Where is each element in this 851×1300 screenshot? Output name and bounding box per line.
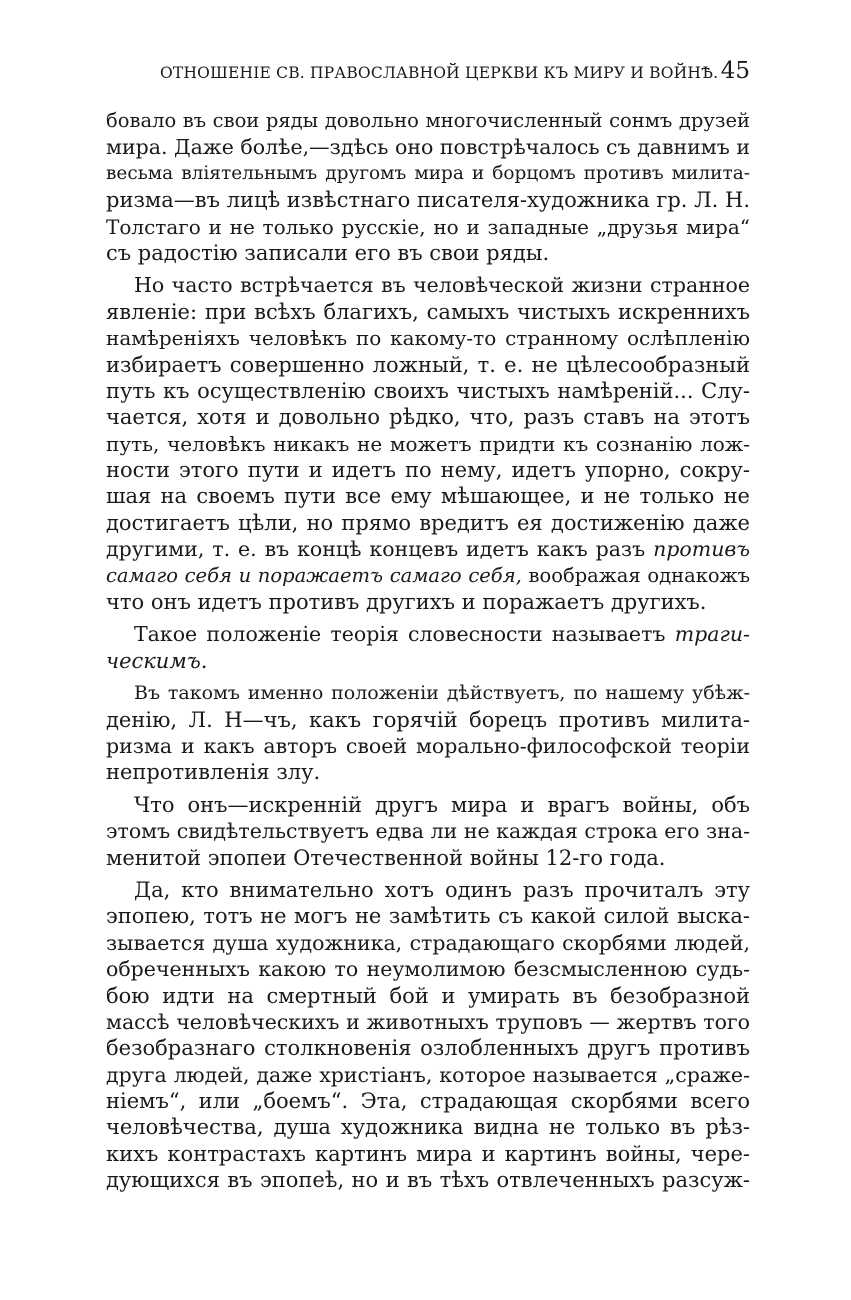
text-line: Но часто встрѣчается въ человѣческой жизни странное	[134, 273, 750, 298]
text-line: чается, хотя и довольно рѣдко, что, разъ ставъ на этотъ	[106, 405, 750, 430]
text-line: ческимъ.	[106, 648, 208, 673]
text-line: избираетъ совершенно ложный, т. е. не цѣлесообразный	[106, 352, 750, 377]
text-line: путь къ осуществленію своихъ чистыхъ намѣреній... Слу-	[106, 378, 750, 403]
running-head	[160, 58, 750, 88]
text-line	[106, 563, 750, 589]
text-line: непротивленія злу.	[106, 760, 321, 785]
text-line: намѣреніяхъ человѣкъ по какому-то странному ослѣпленію	[106, 326, 750, 351]
text-line: Въ такомъ именно положеніи дѣйствуетъ, по нашему убѣж-	[134, 682, 750, 705]
page-number: 45	[720, 58, 750, 84]
text-segment: Такое положеніе теорія словесности называетъ	[134, 622, 666, 647]
text-line: денію, Л. Н—чъ, какъ горячій борецъ противъ милита-	[106, 707, 750, 732]
text-line: явленіе: при всѣхъ благихъ, самыхъ чистыхъ искреннихъ	[106, 299, 750, 324]
text-line: достигаетъ цѣли, но прямо вредитъ ея достиженію даже	[106, 510, 750, 535]
text-line: эпопею, тотъ не могъ не замѣтить съ какой силой выска-	[106, 904, 750, 929]
text-line: безобразнаго столкновенія озлобленныхъ другъ противъ	[106, 1036, 750, 1061]
text-line: Что онъ—искренній другъ мира и врагъ войны, объ	[134, 792, 750, 817]
text-line: бою идти на смертный бой и умирать въ безобразной	[106, 983, 750, 1008]
text-line: ризма—въ лицѣ извѣстнаго писателя-художника гр. Л. Н.	[106, 188, 750, 213]
text-line: Да, кто внимательно хотъ одинъ разъ прочиталъ эту	[134, 877, 750, 902]
text-line: что онъ идетъ противъ другихъ и поражаетъ другихъ.	[106, 590, 707, 615]
text-line: бовало въ свои ряды довольно многочисленный сонмъ друзей	[106, 109, 750, 132]
text-line: кихъ контрастахъ картинъ мира и картинъ войны, чере-	[106, 1141, 750, 1166]
text-line	[106, 621, 750, 647]
text-line: Толстаго и не только русскіе, но и западные „друзья мира“	[106, 214, 750, 239]
text-line: шая на своемъ пути все ему мѣшающее, и не только не	[106, 484, 750, 509]
text-line: массѣ человѣческихъ и животныхъ труповъ — жертвъ того	[106, 1009, 750, 1034]
italic-segment: противъ	[653, 537, 750, 562]
text-line: ности этого пути и идетъ по нему, идетъ упорно, сокру-	[106, 458, 750, 483]
text-line: весьма вліятельнымъ другомъ мира и борцомъ противъ милита-	[106, 162, 750, 184]
text-line: зывается душа художника, страдающаго скорбями людей,	[106, 930, 750, 955]
text-line	[106, 536, 750, 562]
text-segment: воображая однакожъ	[528, 563, 750, 587]
text-line: дующихся въ эпопеѣ, но и въ тѣхъ отвлеченныхъ разсуж-	[106, 1168, 750, 1193]
text-line: обреченныхъ какою то неумолимою безсмысленною судь-	[106, 957, 750, 982]
text-line: ризма и какъ авторъ своей морально-философской теоріи	[106, 733, 750, 758]
text-line: этомъ свидѣтельствуетъ едва ли не каждая строка его зна-	[106, 819, 750, 844]
text-line: ніемъ“, или „боемъ“. Эта, страдающая скорбями всего	[106, 1089, 750, 1114]
italic-segment: самаго себя и поражаетъ самаго себя,	[106, 563, 522, 587]
text-line: мира. Даже болѣе,—здѣсь оно повстрѣчалось съ давнимъ и	[106, 135, 750, 160]
text-segment: другими, т. е. въ концѣ концевъ идетъ какъ разъ	[106, 537, 646, 562]
text-line: менитой эпопеи Отечественной войны 12-го года.	[106, 845, 666, 870]
text-line: человѣчества, душа художника видна не только въ рѣз-	[106, 1115, 750, 1140]
text-line: съ радостію записали его въ свои ряды.	[106, 240, 550, 265]
text-line: путь, человѣкъ никакъ не можетъ придти къ сознанію лож-	[106, 431, 750, 456]
text-line: друга людей, даже христіанъ, которое называется „сраже-	[106, 1062, 750, 1087]
running-title: ОТНОШЕНІЕ СВ. ПРАВОСЛАВНОЙ ЦЕРКВИ КЪ МИРУ И ВОЙНѢ.	[160, 64, 719, 82]
body-text	[106, 108, 750, 1194]
italic-segment: траги-	[674, 622, 750, 647]
